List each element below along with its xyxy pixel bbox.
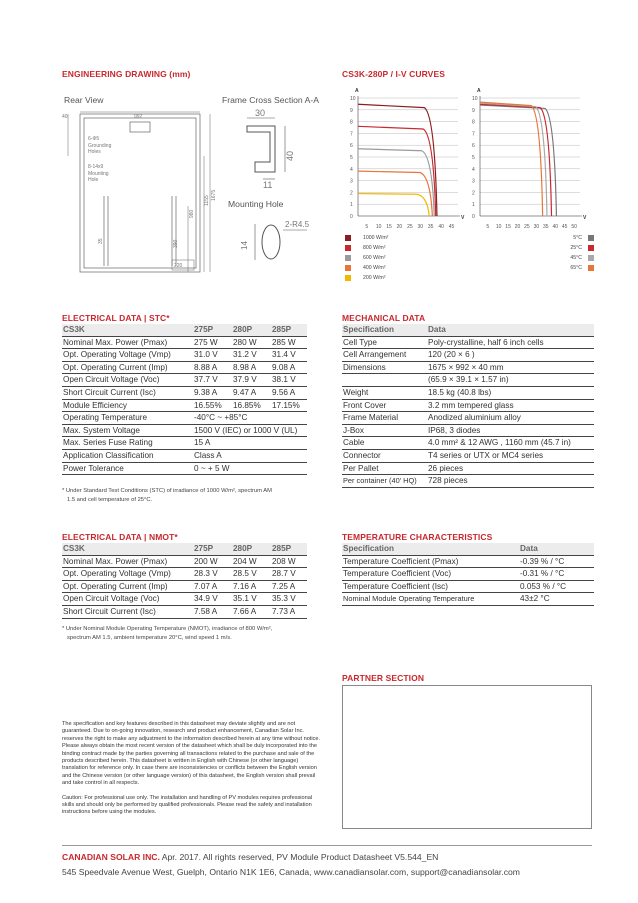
right-chart-x-tick: 35 bbox=[543, 224, 549, 230]
temp-header-spec: Specification bbox=[342, 543, 519, 555]
stc-cell: Opt. Operating Current (Imp) bbox=[62, 361, 193, 374]
grounding-holes-label: 6-Φ5 bbox=[88, 136, 100, 142]
mech-row bbox=[342, 424, 594, 437]
stc-row bbox=[62, 361, 307, 374]
nmot-cell: 7.73 A bbox=[271, 605, 307, 618]
mech-row bbox=[342, 361, 594, 374]
stc-cell: 31.2 V bbox=[232, 349, 271, 362]
right-chart-y-tick: 0 bbox=[472, 214, 475, 220]
mounting-label-2: Hole bbox=[88, 177, 99, 183]
stc-span-cell: Power Tolerance bbox=[62, 462, 193, 475]
irradiance-swatch bbox=[345, 275, 351, 281]
mech-row bbox=[342, 462, 594, 475]
partner-section-box bbox=[342, 685, 592, 829]
mounting-hole-label: Mounting Hole bbox=[228, 199, 284, 209]
temp-cell: 0.053 % / °C bbox=[519, 580, 594, 593]
mech-cell: Dimensions bbox=[342, 361, 427, 374]
stc-cell: 285 W bbox=[271, 336, 307, 349]
nmot-cell: Opt. Operating Current (Imp) bbox=[62, 580, 193, 593]
hole-radius-dim: 2-R4.5 bbox=[285, 220, 310, 229]
stc-span-cell: Class A bbox=[193, 449, 307, 462]
nmot-cell: Short Circuit Current (Isc) bbox=[62, 605, 193, 618]
irradiance-swatch bbox=[345, 245, 351, 251]
hole-height-dim: 14 bbox=[240, 241, 249, 250]
footer-company: CANADIAN SOLAR INC. bbox=[62, 852, 160, 862]
stc-span-cell: Max. Series Fuse Rating bbox=[62, 437, 193, 450]
nmot-cell: 7.07 A bbox=[193, 580, 232, 593]
dim-35: 35 bbox=[98, 238, 104, 244]
stc-cell: 17.15% bbox=[271, 399, 307, 412]
left-chart-unit-y: A bbox=[355, 88, 359, 94]
elec-nmot-table bbox=[62, 543, 307, 619]
left-chart-y-tick: 1 bbox=[350, 202, 353, 209]
left-chart-x-tick: 25 bbox=[407, 224, 413, 230]
temp-cell: 43±2 °C bbox=[519, 593, 594, 606]
mech-row bbox=[342, 336, 594, 349]
stc-footnote bbox=[62, 487, 272, 505]
stc-span-cell: 0 ~ + 5 W bbox=[193, 462, 307, 475]
engineering-drawing-title: ENGINEERING DRAWING (mm) bbox=[62, 69, 191, 79]
nmot-footnote-line1: * Under Nominal Module Operating Temperature (NMOT), irradiance of 800 W/m², bbox=[62, 626, 273, 632]
mech-cell: (65.9 × 39.1 × 1.57 in) bbox=[427, 374, 594, 387]
mounting-holes-label: 8-14x9 bbox=[88, 164, 104, 170]
nmot-cell: 35.1 V bbox=[232, 593, 271, 606]
footer-address: 545 Speedvale Avenue West, Guelph, Ontario N1K 1E6, Canada, www.canadiansolar.com, support@canadiansolar.com bbox=[62, 867, 520, 877]
mech-cell: Poly-crystalline, half 6 inch cells bbox=[427, 336, 594, 349]
temp-row bbox=[342, 555, 594, 568]
nmot-header-model: CS3K bbox=[62, 543, 193, 555]
stc-cell: 8.98 A bbox=[232, 361, 271, 374]
temp-cell: Temperature Coefficient (Isc) bbox=[342, 580, 519, 593]
stc-cell: 9.56 A bbox=[271, 386, 307, 399]
iv-charts bbox=[340, 82, 585, 230]
stc-cell: 280 W bbox=[232, 336, 271, 349]
rear-view-label: Rear View bbox=[64, 95, 104, 105]
frame-thickness-dim: 11 bbox=[263, 180, 273, 190]
dim-220: 220 bbox=[174, 263, 183, 269]
stc-cell: Module Efficiency bbox=[62, 399, 193, 412]
right-chart-x-tick: 25 bbox=[524, 224, 530, 230]
left-chart-y-tick: 0 bbox=[350, 214, 353, 220]
temp-row bbox=[342, 568, 594, 581]
nmot-header-285p: 285P bbox=[271, 543, 307, 555]
stc-cell: 31.0 V bbox=[193, 349, 232, 362]
right-chart-x-tick: 50 bbox=[571, 224, 577, 230]
right-chart-unit-y: A bbox=[477, 88, 481, 94]
stc-footnote-line1: * Under Standard Test Conditions (STC) of irradiance of 1000 W/m², spectrum AM bbox=[62, 488, 272, 494]
frame-height-dim: 40 bbox=[285, 150, 295, 161]
stc-span-row bbox=[62, 437, 307, 450]
elec-nmot-title: ELECTRICAL DATA | NMOT* bbox=[62, 532, 178, 542]
mech-cell: 1675 × 992 × 40 mm bbox=[427, 361, 594, 374]
right-chart-y-tick: 8 bbox=[472, 119, 475, 126]
right-chart-x-tick: 30 bbox=[533, 224, 540, 230]
irradiance-swatch bbox=[345, 265, 351, 271]
mech-row bbox=[342, 449, 594, 462]
nmot-footnote bbox=[62, 625, 272, 643]
irradiance-swatch bbox=[345, 255, 351, 261]
right-chart-curve bbox=[480, 102, 543, 216]
temp-cell: Temperature Coefficient (Voc) bbox=[342, 568, 519, 581]
stc-cell: Short Circuit Current (Isc) bbox=[62, 386, 193, 399]
nmot-cell: Nominal Max. Power (Pmax) bbox=[62, 555, 193, 568]
nmot-cell: 7.16 A bbox=[232, 580, 271, 593]
temp-cell: -0.31 % / °C bbox=[519, 568, 594, 581]
nmot-cell: 204 W bbox=[232, 555, 271, 568]
partner-section-title: PARTNER SECTION bbox=[342, 673, 425, 683]
stc-span-row bbox=[62, 424, 307, 437]
right-chart-y-tick: 6 bbox=[472, 143, 475, 150]
left-chart-y-tick: 4 bbox=[350, 166, 353, 173]
stc-cell: 8.88 A bbox=[193, 361, 232, 374]
right-chart-x-tick: 5 bbox=[486, 224, 490, 230]
left-chart-y-tick: 7 bbox=[350, 131, 353, 138]
stc-cell: Nominal Max. Power (Pmax) bbox=[62, 336, 193, 349]
mech-row bbox=[342, 412, 594, 425]
mech-cell: Per container (40' HQ) bbox=[342, 475, 427, 488]
irradiance-legend-label: 600 W/m² bbox=[363, 255, 386, 261]
stc-cell: 31.4 V bbox=[271, 349, 307, 362]
mech-cell: Cable bbox=[342, 437, 427, 450]
nmot-cell: Open Circuit Voltage (Voc) bbox=[62, 593, 193, 606]
stc-cell: 9.38 A bbox=[193, 386, 232, 399]
left-chart-y-tick: 3 bbox=[350, 178, 353, 185]
stc-row bbox=[62, 386, 307, 399]
right-chart-x-tick: 20 bbox=[514, 224, 521, 230]
iv-curves-title: CS3K-280P / I-V CURVES bbox=[342, 69, 445, 79]
mechanical-data-title: MECHANICAL DATA bbox=[342, 313, 426, 323]
mech-cell: Connector bbox=[342, 449, 427, 462]
temp-row bbox=[342, 580, 594, 593]
frame-cross-section-drawing bbox=[225, 106, 325, 281]
nmot-cell: 7.58 A bbox=[193, 605, 232, 618]
disclaimer-text: The specification and key features described in this datasheet may deviate slightly and are not guaranteed. Due to on-going innovation, research and product enhancement, Canadian Solar Inc. reserves the right to make any adjustment to the information described herein at any time without notice. Please always obtain the most recent version of the datasheet which shall be duly incorporated into the binding contract made by the parties governing all transactions related to the purchase and sale of the products described herein. This datasheet is written in English with Chinese (or other language) translation for reference only. In case there are inconsistencies or conflicts between the English version and the Chinese version (or other language version) of this datasheet, the English version shall prevail and take control in all respects. bbox=[62, 721, 321, 787]
temp-header-data: Data bbox=[519, 543, 594, 555]
mech-row bbox=[342, 399, 594, 412]
footer-line1 bbox=[62, 852, 438, 862]
mech-cell: 728 pieces bbox=[427, 475, 594, 488]
stc-header-285p: 285P bbox=[271, 324, 307, 336]
mech-row bbox=[342, 374, 594, 387]
stc-cell: 37.7 V bbox=[193, 374, 232, 387]
irradiance-legend-label: 400 W/m² bbox=[363, 265, 386, 271]
caution-text: Caution: For professional use only. The installation and handling of PV modules requires professional skills and should only be performed by qualified professionals. Please read the safety and installation instructions before using the modules. bbox=[62, 794, 313, 816]
left-chart-y-tick: 6 bbox=[350, 143, 353, 150]
mech-cell: IP68, 3 diodes bbox=[427, 424, 594, 437]
right-chart-y-tick: 3 bbox=[472, 178, 475, 185]
mounting-label: Mounting bbox=[88, 171, 109, 177]
nmot-header-280p: 280P bbox=[232, 543, 271, 555]
mech-cell: J-Box bbox=[342, 424, 427, 437]
right-chart-y-tick: 2 bbox=[472, 190, 475, 197]
left-chart-x-tick: 35 bbox=[427, 224, 434, 230]
nmot-cell: 28.5 V bbox=[232, 568, 271, 581]
stc-cell: 9.47 A bbox=[232, 386, 271, 399]
temperature-legend-label: 45°C bbox=[570, 255, 582, 261]
stc-span-cell: 1500 V (IEC) or 1000 V (UL) bbox=[193, 424, 307, 437]
temperature-legend-label: 25°C bbox=[570, 245, 582, 251]
mech-cell: T4 series or UTX or MC4 series bbox=[427, 449, 594, 462]
stc-span-row bbox=[62, 449, 307, 462]
mech-cell: Per Pallet bbox=[342, 462, 427, 475]
left-chart-x-tick: 5 bbox=[365, 224, 369, 230]
left-chart-curve bbox=[358, 149, 434, 216]
right-chart-x-tick: 15 bbox=[505, 224, 511, 230]
footer-divider bbox=[62, 845, 592, 846]
stc-span-cell: Application Classification bbox=[62, 449, 193, 462]
nmot-cell: 7.66 A bbox=[232, 605, 271, 618]
stc-cell: 275 W bbox=[193, 336, 232, 349]
nmot-cell: 7.25 A bbox=[271, 580, 307, 593]
mech-cell: Cell Arrangement bbox=[342, 349, 427, 362]
stc-row bbox=[62, 349, 307, 362]
temp-row bbox=[342, 593, 594, 606]
stc-cell: 16.55% bbox=[193, 399, 232, 412]
nmot-row bbox=[62, 605, 307, 618]
right-chart-y-tick: 5 bbox=[472, 155, 475, 161]
frame-width-dim: 30 bbox=[255, 108, 266, 118]
nmot-cell: 200 W bbox=[193, 555, 232, 568]
iv-chart-irradiance bbox=[350, 88, 465, 230]
irradiance-legend-label: 1000 W/m² bbox=[363, 235, 389, 241]
mech-cell: Front Cover bbox=[342, 399, 427, 412]
rear-view-drawing bbox=[60, 106, 220, 278]
left-chart-curve bbox=[358, 194, 429, 216]
dim-1155: 1155 bbox=[204, 195, 210, 206]
elec-stc-title: ELECTRICAL DATA | STC* bbox=[62, 313, 170, 323]
right-chart-y-tick: 10 bbox=[472, 96, 478, 102]
right-chart-y-tick: 4 bbox=[472, 166, 475, 173]
nmot-row bbox=[62, 568, 307, 581]
mech-row bbox=[342, 475, 594, 488]
irradiance-legend-label: 200 W/m² bbox=[363, 275, 386, 281]
stc-span-row bbox=[62, 412, 307, 425]
right-chart-x-tick: 10 bbox=[495, 224, 502, 230]
temperature-table bbox=[342, 543, 594, 606]
temperature-legend bbox=[520, 234, 600, 276]
stc-footnote-line2: 1.5 and cell temperature of 25°C. bbox=[67, 497, 153, 503]
stc-cell: Opt. Operating Voltage (Vmp) bbox=[62, 349, 193, 362]
stc-span-cell: Max. System Voltage bbox=[62, 424, 193, 437]
left-chart-y-tick: 5 bbox=[350, 155, 353, 161]
mech-cell: 26 pieces bbox=[427, 462, 594, 475]
mech-cell: Cell Type bbox=[342, 336, 427, 349]
stc-header-280p: 280P bbox=[232, 324, 271, 336]
left-chart-y-tick: 9 bbox=[350, 107, 353, 114]
elec-stc-table bbox=[62, 324, 307, 475]
grounding-label: Grounding bbox=[88, 143, 112, 149]
nmot-footnote-line2: spectrum AM 1.5, ambient temperature 20°C, wind speed 1 m/s. bbox=[67, 635, 232, 641]
frame-cross-section-label: Frame Cross Section A-A bbox=[222, 95, 319, 105]
dim-992: 992 bbox=[134, 114, 143, 120]
temp-cell: -0.39 % / °C bbox=[519, 555, 594, 568]
dim-390: 390 bbox=[173, 239, 179, 248]
stc-cell: 37.9 V bbox=[232, 374, 271, 387]
mech-cell: 3.2 mm tempered glass bbox=[427, 399, 594, 412]
temp-cell: Nominal Module Operating Temperature bbox=[342, 593, 519, 606]
mech-cell: 120 (20 × 6 ) bbox=[427, 349, 594, 362]
stc-span-row bbox=[62, 462, 307, 475]
left-chart-curve bbox=[358, 104, 437, 216]
mech-header-spec: Specification bbox=[342, 324, 427, 336]
stc-span-cell: Operating Temperature bbox=[62, 412, 193, 425]
mech-row bbox=[342, 437, 594, 450]
left-chart-x-tick: 15 bbox=[386, 224, 392, 230]
left-chart-unit-x: V bbox=[461, 215, 465, 221]
stc-row bbox=[62, 374, 307, 387]
nmot-cell: 208 W bbox=[271, 555, 307, 568]
right-chart-unit-x: V bbox=[583, 215, 587, 221]
right-chart-x-tick: 45 bbox=[561, 224, 568, 230]
nmot-row bbox=[62, 555, 307, 568]
nmot-cell: 34.9 V bbox=[193, 593, 232, 606]
grounding-label-2: Holes bbox=[88, 149, 101, 155]
disclaimer bbox=[62, 721, 324, 817]
stc-row bbox=[62, 399, 307, 412]
temperature-title: TEMPERATURE CHARACTERISTICS bbox=[342, 532, 493, 542]
left-chart-y-tick: 2 bbox=[350, 190, 353, 197]
mech-row bbox=[342, 386, 594, 399]
temperature-legend-label: 5°C bbox=[573, 235, 582, 241]
right-chart-x-tick: 40 bbox=[552, 224, 559, 230]
nmot-cell: Opt. Operating Voltage (Vmp) bbox=[62, 568, 193, 581]
dim-1675: 1675 bbox=[211, 189, 217, 201]
footer-copyright: Apr. 2017. All rights reserved, PV Module Product Datasheet V5.544_EN bbox=[159, 852, 439, 862]
temperature-legend-label: 65°C bbox=[570, 265, 582, 271]
mech-cell: Frame Material bbox=[342, 412, 427, 425]
iv-chart-temperature bbox=[472, 88, 587, 230]
left-chart-x-tick: 20 bbox=[396, 224, 403, 230]
mounting-hole-shape bbox=[262, 225, 280, 259]
irradiance-swatch bbox=[345, 235, 351, 241]
temperature-swatch bbox=[588, 245, 594, 251]
nmot-cell: 35.3 V bbox=[271, 593, 307, 606]
temperature-swatch bbox=[588, 265, 594, 271]
stc-span-cell: 15 A bbox=[193, 437, 307, 450]
stc-row bbox=[62, 336, 307, 349]
frame-profile bbox=[247, 126, 275, 172]
stc-header-275p: 275P bbox=[193, 324, 232, 336]
mechanical-table bbox=[342, 324, 594, 488]
stc-cell: Open Circuit Voltage (Voc) bbox=[62, 374, 193, 387]
right-chart-y-tick: 9 bbox=[472, 107, 475, 114]
temperature-swatch bbox=[588, 255, 594, 261]
dim-980: 980 bbox=[189, 209, 195, 218]
stc-cell: 9.08 A bbox=[271, 361, 307, 374]
mech-cell bbox=[342, 374, 427, 387]
right-chart-y-tick: 7 bbox=[472, 131, 475, 138]
mech-header-data: Data bbox=[427, 324, 594, 336]
nmot-cell: 28.7 V bbox=[271, 568, 307, 581]
temperature-swatch bbox=[588, 235, 594, 241]
left-chart-x-tick: 30 bbox=[417, 224, 424, 230]
stc-cell: 38.1 V bbox=[271, 374, 307, 387]
nmot-header-275p: 275P bbox=[193, 543, 232, 555]
stc-header-model: CS3K bbox=[62, 324, 193, 336]
mech-cell: 18.5 kg (40.8 lbs) bbox=[427, 386, 594, 399]
mech-row bbox=[342, 349, 594, 362]
stc-span-cell: -40°C ~ +85°C bbox=[193, 412, 307, 425]
irradiance-legend bbox=[345, 234, 455, 286]
left-chart-x-tick: 10 bbox=[375, 224, 382, 230]
mech-cell: 4.0 mm² & 12 AWG , 1160 mm (45.7 in) bbox=[427, 437, 594, 450]
left-chart-y-tick: 8 bbox=[350, 119, 353, 126]
right-chart-y-tick: 1 bbox=[472, 202, 475, 209]
left-chart-x-tick: 40 bbox=[438, 224, 444, 230]
temp-cell: Temperature Coefficient (Pmax) bbox=[342, 555, 519, 568]
stc-cell: 16.85% bbox=[232, 399, 271, 412]
left-chart-y-tick: 10 bbox=[350, 96, 356, 102]
nmot-row bbox=[62, 580, 307, 593]
mech-cell: Weight bbox=[342, 386, 427, 399]
nmot-row bbox=[62, 593, 307, 606]
left-chart-x-tick: 45 bbox=[448, 224, 455, 230]
mech-cell: Anodized aluminium alloy bbox=[427, 412, 594, 425]
irradiance-legend-label: 800 W/m² bbox=[363, 245, 386, 251]
dim-40: 40 bbox=[62, 114, 68, 120]
nmot-cell: 28.3 V bbox=[193, 568, 232, 581]
